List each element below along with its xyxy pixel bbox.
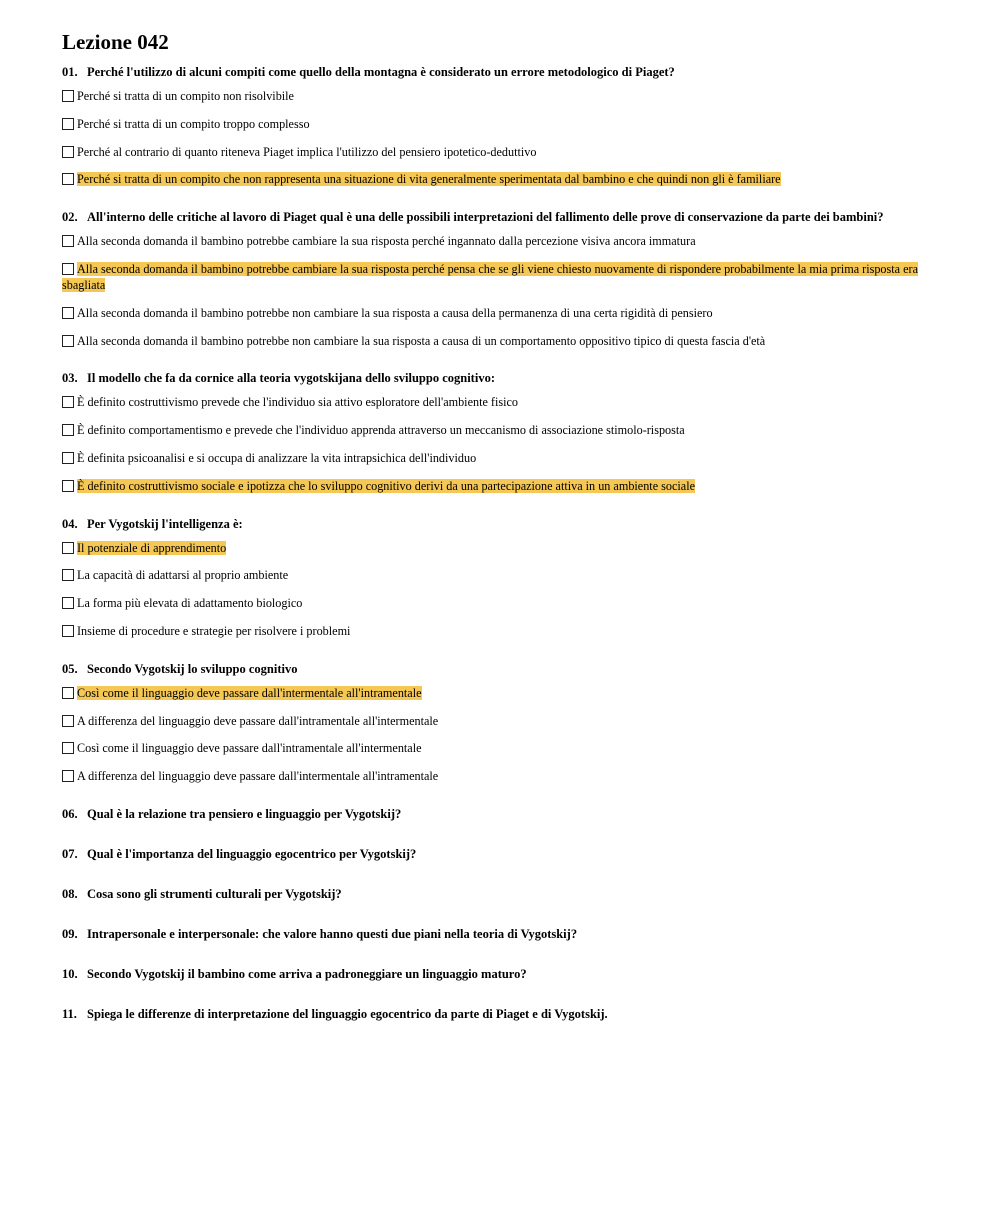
- answer-option-text: Alla seconda domanda il bambino potrebbe cambiare la sua risposta perché ingannato dalla percezione visiva ancora immatura: [77, 234, 696, 249]
- checkbox-icon[interactable]: [62, 770, 74, 782]
- open-question: [62, 966, 932, 982]
- question-header: [62, 661, 932, 677]
- answer-option: [62, 713, 932, 729]
- answer-option: [62, 333, 932, 349]
- question-text: Secondo Vygotskij il bambino come arriva a padroneggiare un linguaggio maturo?: [87, 966, 527, 981]
- answer-option-text: È definito comportamentismo e prevede che l'individuo apprenda attraverso un meccanismo di associazione stimolo-risposta: [77, 423, 685, 438]
- question-number: 05.: [62, 661, 78, 676]
- question-text: Qual è l'importanza del linguaggio egocentrico per Vygotskij?: [87, 846, 417, 861]
- answer-option: [62, 305, 932, 321]
- answer-option: [62, 623, 932, 639]
- open-question: [62, 926, 932, 942]
- answer-option-text: Perché si tratta di un compito che non rappresenta una situazione di vita generalmente sperimentata dal bambino e che quindi non gli è familiare: [77, 172, 781, 187]
- answer-option-text: La capacità di adattarsi al proprio ambiente: [77, 568, 289, 583]
- answer-option: [62, 450, 932, 466]
- open-question-list: [62, 806, 932, 1022]
- question-text: Il modello che fa da cornice alla teoria vygotskijana dello sviluppo cognitivo:: [87, 371, 495, 386]
- answer-option-text: È definito costruttivismo sociale e ipotizza che lo sviluppo cognitivo derivi da una partecipazione attiva in un ambiente sociale: [77, 478, 695, 493]
- checkbox-icon[interactable]: [62, 715, 74, 727]
- question-spacer: [62, 199, 932, 209]
- question-number: 02.: [62, 210, 78, 225]
- question-number: 08.: [62, 886, 78, 901]
- answer-option-text: È definito costruttivismo prevede che l'individuo sia attivo esploratore dell'ambiente fisico: [77, 395, 518, 410]
- question-block: [62, 64, 932, 209]
- question-block: [62, 209, 932, 370]
- question-number: 11.: [62, 1006, 77, 1021]
- answer-option: [62, 685, 932, 701]
- answer-option-text: Così come il linguaggio deve passare dall'intramentale all'intermentale: [77, 741, 422, 756]
- answer-option: [62, 567, 932, 583]
- answer-option: [62, 116, 932, 132]
- answer-option: [62, 768, 932, 784]
- checkbox-icon[interactable]: [62, 480, 74, 492]
- answer-option-text: A differenza del linguaggio deve passare dall'intramentale all'intermentale: [77, 713, 439, 728]
- question-number: 09.: [62, 926, 78, 941]
- answer-option-text: Il potenziale di apprendimento: [77, 540, 227, 555]
- answer-option-text: Perché si tratta di un compito non risolvibile: [77, 89, 294, 103]
- answer-option: [62, 233, 932, 249]
- answer-option-text: Perché si tratta di un compito troppo complesso: [77, 116, 310, 131]
- answer-option-text: È definita psicoanalisi e si occupa di analizzare la vita intrapsichica dell'individuo: [77, 450, 477, 465]
- checkbox-icon[interactable]: [62, 146, 74, 158]
- question-number: 06.: [62, 806, 78, 821]
- question-text: Cosa sono gli strumenti culturali per Vygotskij?: [87, 886, 342, 901]
- question-spacer: [62, 651, 932, 661]
- checkbox-icon[interactable]: [62, 625, 74, 637]
- answer-option: [62, 740, 932, 756]
- answer-option: [62, 595, 932, 611]
- question-number: 01.: [62, 65, 78, 79]
- checkbox-icon[interactable]: [62, 424, 74, 436]
- question-block: [62, 516, 932, 661]
- checkbox-icon[interactable]: [62, 90, 74, 102]
- checkbox-icon[interactable]: [62, 335, 74, 347]
- open-question: [62, 846, 932, 862]
- question-spacer: [62, 506, 932, 516]
- checkbox-icon[interactable]: [62, 542, 74, 554]
- question-header: [62, 209, 932, 225]
- question-header: [62, 516, 932, 532]
- question-number: 03.: [62, 371, 78, 386]
- answer-option: [62, 144, 932, 160]
- checkbox-icon[interactable]: [62, 263, 74, 275]
- checkbox-icon[interactable]: [62, 307, 74, 319]
- answer-option-text: Alla seconda domanda il bambino potrebbe cambiare la sua risposta perché pensa che se gli viene chiesto nuovamente di rispondere probabilmente la mia prima risposta era sbagliata: [62, 261, 918, 292]
- answer-option-text: Alla seconda domanda il bambino potrebbe non cambiare la sua risposta a causa di un comportamento oppositivo tipico di questa fascia d'età: [77, 333, 766, 348]
- page-title: Lezione 042: [62, 30, 169, 54]
- answer-option: [62, 540, 932, 556]
- checkbox-icon[interactable]: [62, 452, 74, 464]
- question-spacer: [62, 360, 932, 370]
- question-text: Per Vygotskij l'intelligenza è:: [87, 516, 243, 531]
- answer-option-text: Così come il linguaggio deve passare dall'intermentale all'intramentale: [77, 685, 422, 700]
- question-number: 07.: [62, 846, 78, 861]
- answer-option: [62, 171, 932, 187]
- question-block: [62, 661, 932, 806]
- checkbox-icon[interactable]: [62, 597, 74, 609]
- question-text: Qual è la relazione tra pensiero e linguaggio per Vygotskij?: [87, 806, 402, 821]
- question-block: [62, 370, 932, 515]
- answer-option: [62, 261, 932, 293]
- question-number: 04.: [62, 516, 78, 531]
- question-text: All'interno delle critiche al lavoro di Piaget qual è una delle possibili interpretazioni del fallimento delle prove di conservazione da parte dei bambini?: [87, 210, 884, 225]
- checkbox-icon[interactable]: [62, 235, 74, 247]
- answer-option: [62, 88, 932, 104]
- question-text: Spiega le differenze di interpretazione del linguaggio egocentrico da parte di Piaget e di Vygotskij.: [87, 1006, 608, 1021]
- open-question: [62, 1006, 932, 1022]
- checkbox-icon[interactable]: [62, 396, 74, 408]
- answer-option: [62, 422, 932, 438]
- question-header: [62, 64, 932, 80]
- question-spacer: [62, 796, 932, 806]
- question-text: Perché l'utilizzo di alcuni compiti come quello della montagna è considerato un errore metodologico di Piaget?: [87, 65, 675, 79]
- question-number: 10.: [62, 966, 78, 981]
- checkbox-icon[interactable]: [62, 687, 74, 699]
- open-question: [62, 886, 932, 902]
- answer-option-text: Alla seconda domanda il bambino potrebbe non cambiare la sua risposta a causa della permanenza di una certa rigidità di pensiero: [77, 305, 713, 320]
- checkbox-icon[interactable]: [62, 173, 74, 185]
- open-question: [62, 806, 932, 822]
- question-text: Secondo Vygotskij lo sviluppo cognitivo: [87, 661, 298, 676]
- question-text: Intrapersonale e interpersonale: che valore hanno questi due piani nella teoria di Vygotskij?: [87, 926, 578, 941]
- answer-option: [62, 394, 932, 410]
- checkbox-icon[interactable]: [62, 742, 74, 754]
- answer-option-text: La forma più elevata di adattamento biologico: [77, 596, 303, 611]
- document-page: [62, 30, 932, 1046]
- answer-option: [62, 478, 932, 494]
- checkbox-icon[interactable]: [62, 118, 74, 130]
- checkbox-icon[interactable]: [62, 569, 74, 581]
- question-list: [62, 64, 932, 806]
- answer-option-text: A differenza del linguaggio deve passare dall'intermentale all'intramentale: [77, 769, 439, 784]
- answer-option-text: Insieme di procedure e strategie per risolvere i problemi: [77, 623, 351, 638]
- answer-option-text: Perché al contrario di quanto riteneva Piaget implica l'utilizzo del pensiero ipotetico-deduttivo: [77, 144, 537, 159]
- question-header: [62, 370, 932, 386]
